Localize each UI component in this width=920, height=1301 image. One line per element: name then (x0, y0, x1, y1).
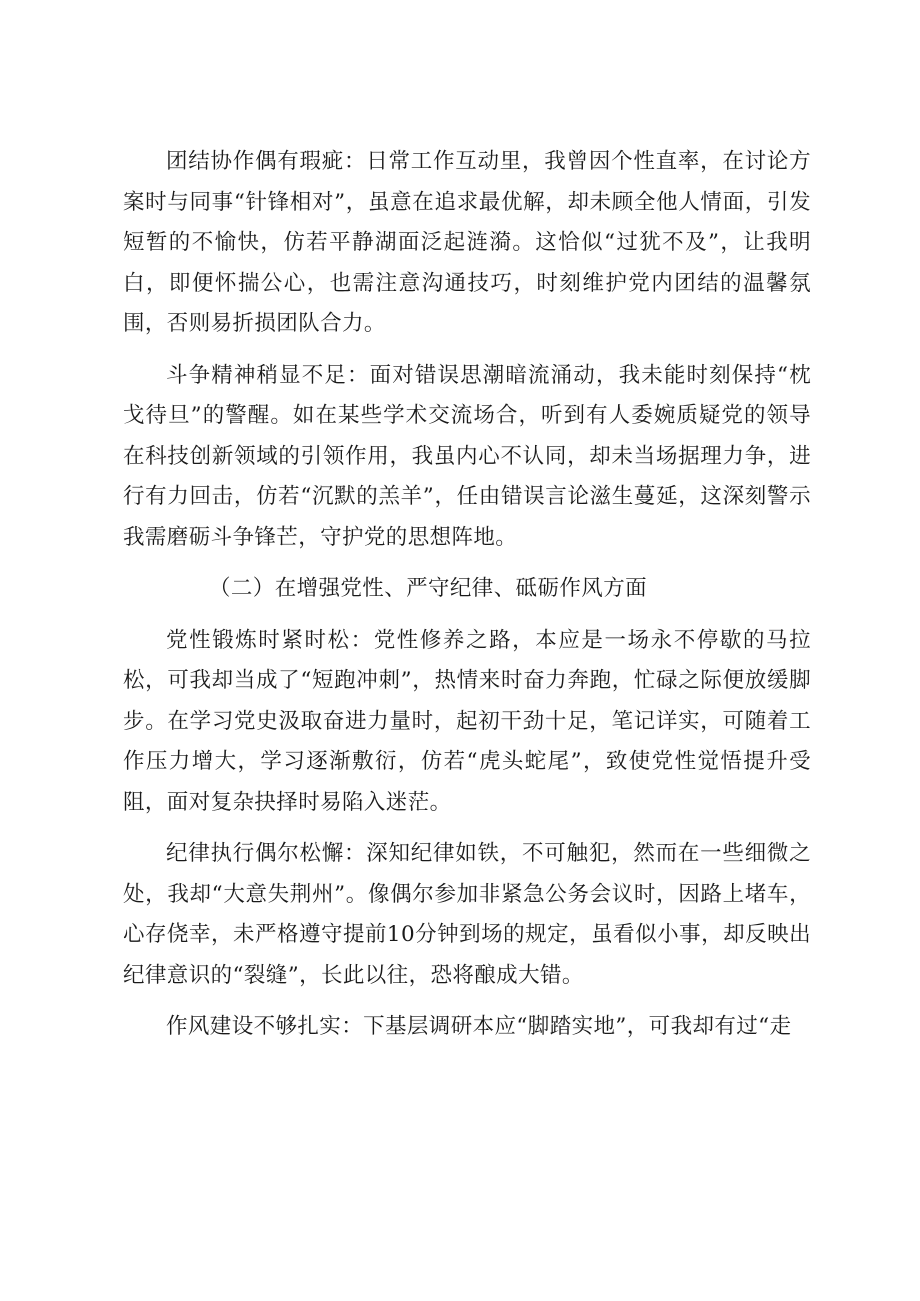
document-body (123, 142, 811, 1059)
paragraph-unity: 团结协作偶有瑕疵：日常工作互动里，我曾因个性直率，在讨论方案时与同事“针锋相对”，虽意在追求最优解，却未顾全他人情面，引发短暂的不愉快，仿若平静湖面泛起涟漪。这恰似“过犹不及”，让我明白，即便怀揣公心，也需注意沟通技巧，时刻维护党内团结的温馨氛围，否则易折损团队合力。 (123, 149, 811, 336)
paragraph-discipline: 纪律执行偶尔松懈：深知纪律如铁，不可触犯，然而在一些细微之处，我却“大意失荆州”。像偶尔参加非紧急公务会议时，因路上堵车，心存侥幸，未严格遵守提前10分钟到场的规定，虽看似小事，却反映出纪律意识的“裂缝”，长此以往，恐将酿成大错。 (123, 841, 811, 988)
paragraph-party-spirit: 党性锻炼时紧时松：党性修养之路，本应是一场永不停歇的马拉松，可我却当成了“短跑冲刺”，热情来时奋力奔跑，忙碌之际便放缓脚步。在学习党史汲取奋进力量时，起初干劲十足，笔记详实，可随着工作压力增大，学习逐渐敷衍，仿若“虎头蛇尾”，致使党性觉悟提升受阻，面对复杂抉择时易陷入迷茫。 (123, 627, 811, 815)
paragraph-work-style: 作风建设不够扎实：下基层调研本应“脚踏实地”，可我却有过“走 (166, 1014, 792, 1039)
paragraph-struggle-spirit: 斗争精神稍显不足：面对错误思潮暗流涌动，我未能时刻保持“枕戈待旦”的警醒。如在某些学术交流场合，听到有人委婉质疑党的领导在科技创新领域的引领作用，我虽内心不认同，却未当场据理力争，进行有力回击，仿若“沉默的羔羊”，任由错误言论滋生蔓延，这深刻警示我需磨砺斗争锋芒，守护党的思想阵地。 (123, 362, 811, 550)
section-heading: （二）在增强党性、严守纪律、砥砺作风方面 (209, 576, 648, 601)
